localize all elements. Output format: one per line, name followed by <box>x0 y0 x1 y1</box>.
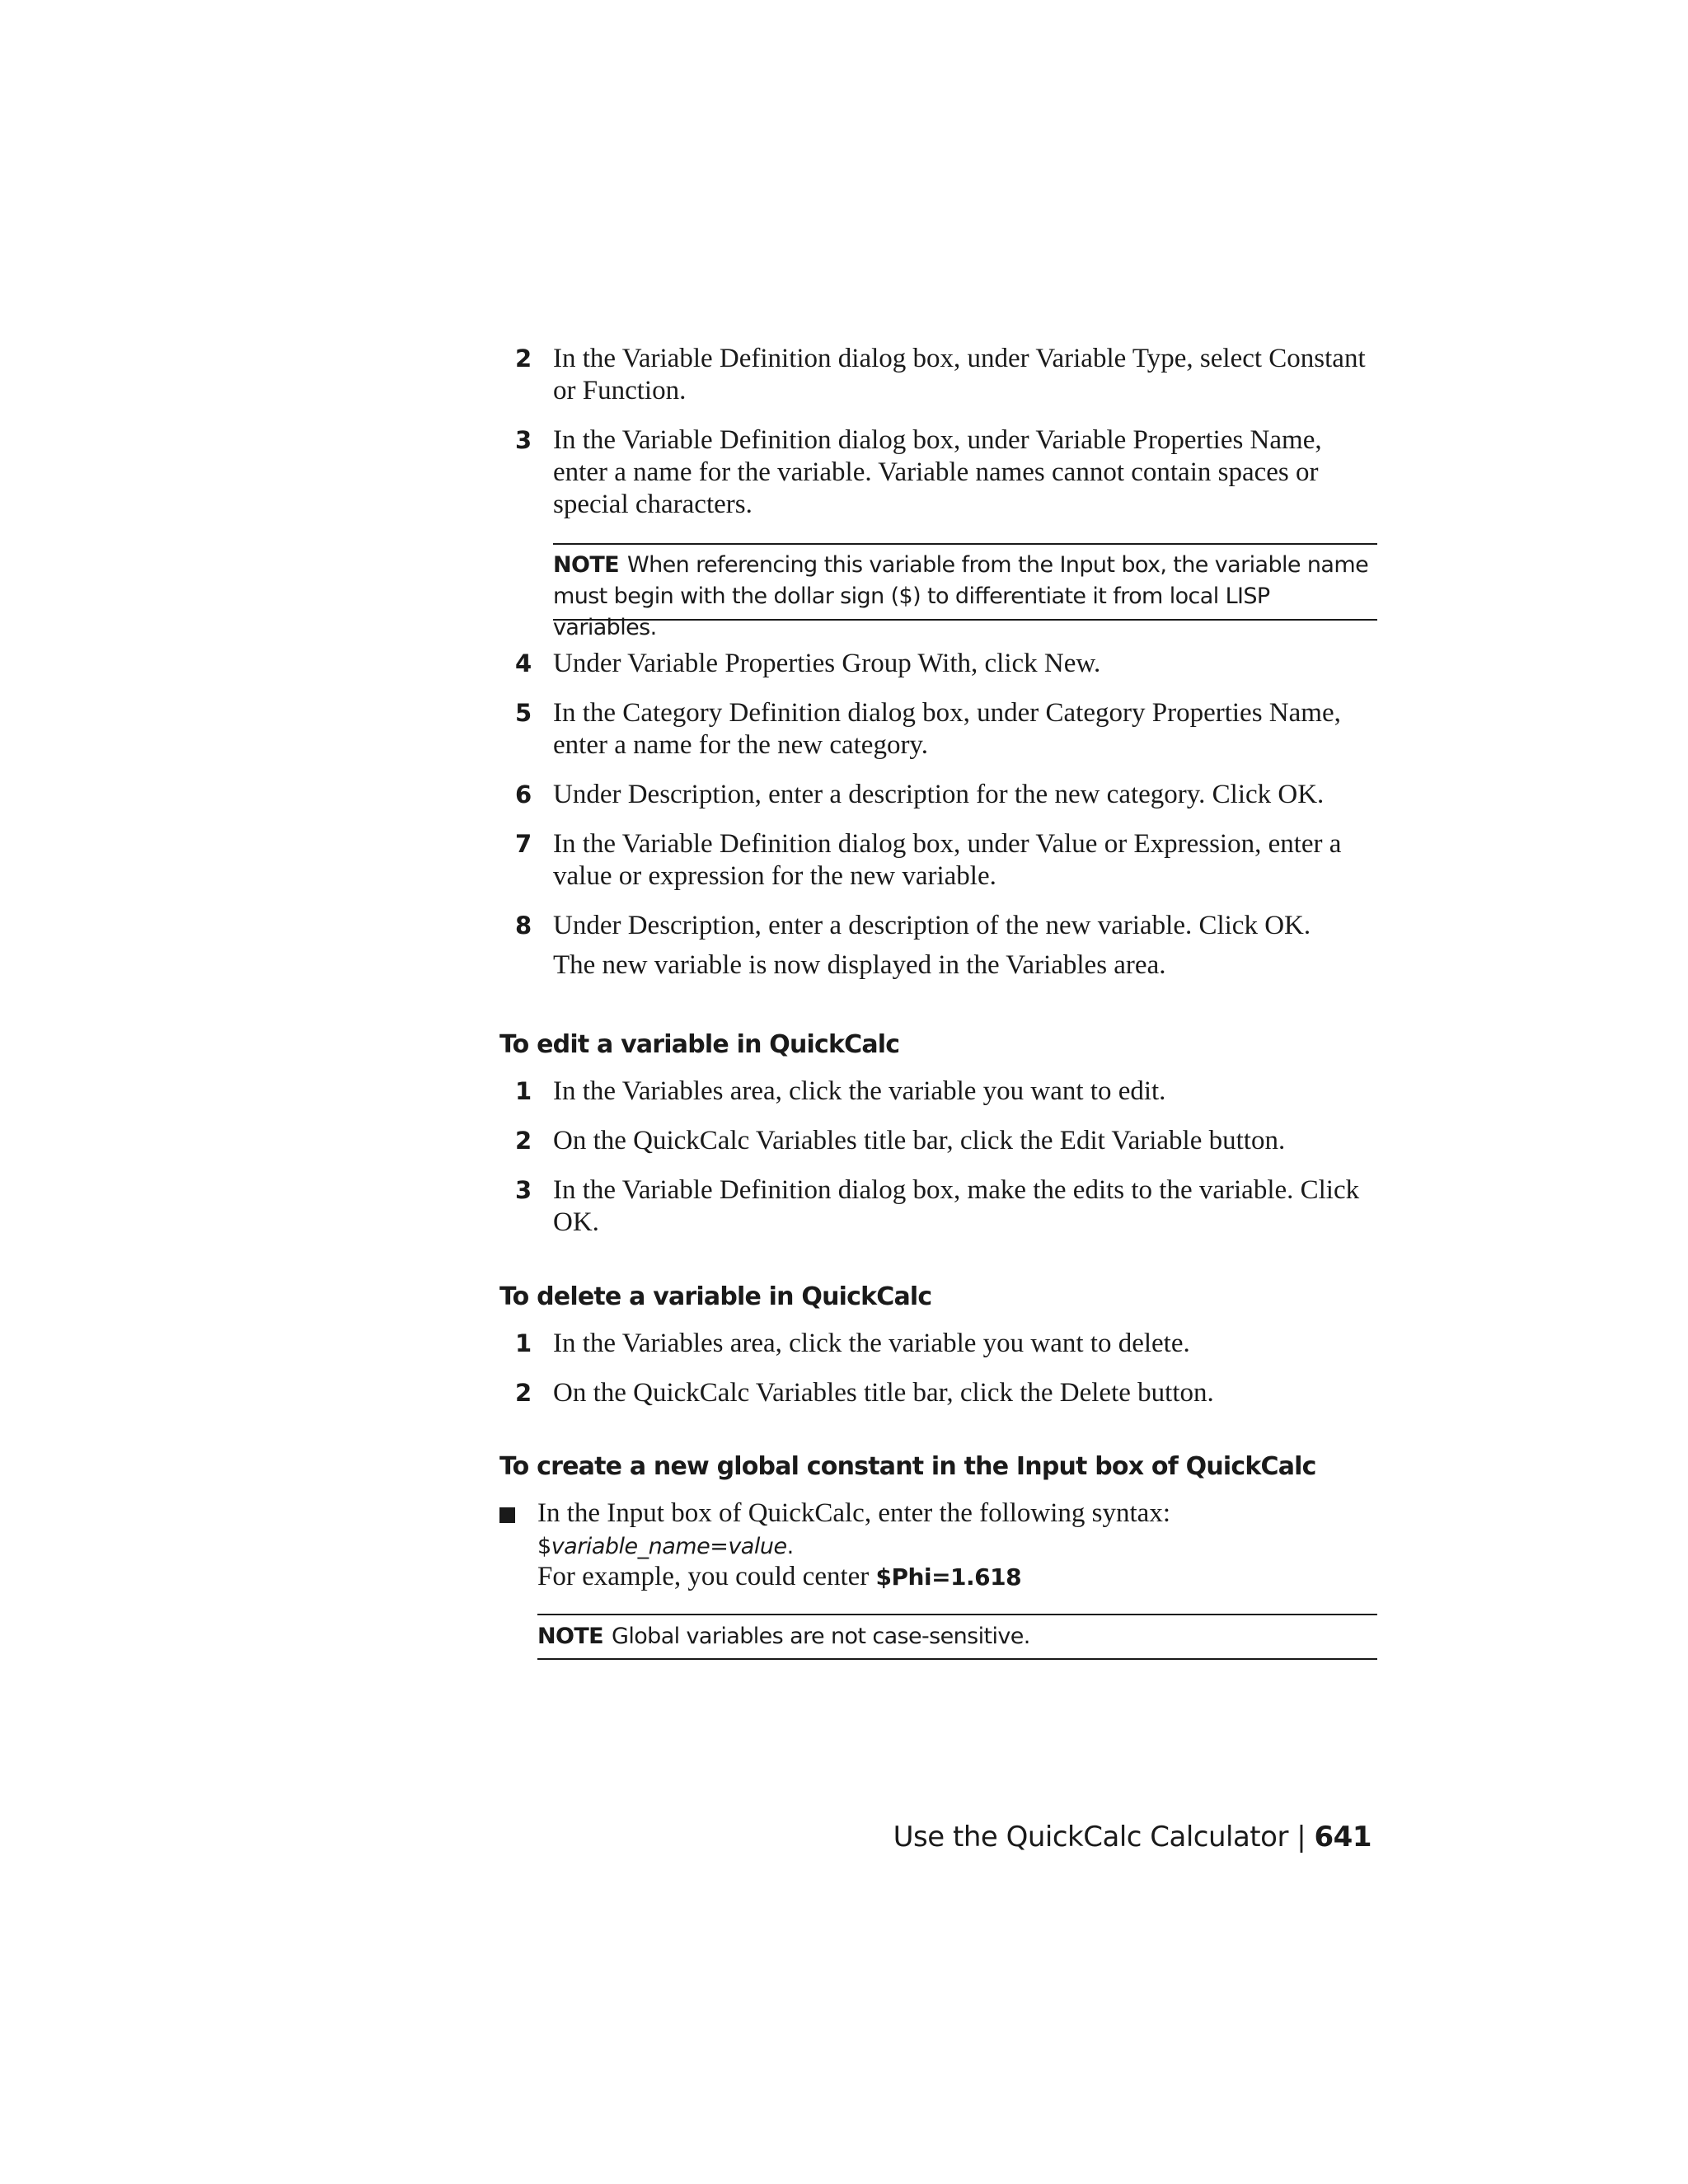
step-number: 2 <box>515 344 532 373</box>
step-number: 4 <box>515 649 532 677</box>
section-heading: To delete a variable in QuickCalc <box>499 1282 932 1311</box>
step-text: In the Category Definition dialog box, under Category Properties Name, enter a name for the new category. <box>553 698 1341 760</box>
note-label: NOTE <box>553 552 620 578</box>
result-text: The new variable is now displayed in the Variables area. <box>553 950 1166 980</box>
example-line <box>537 1561 1378 1593</box>
step-text: In the Variable Definition dialog box, under Value or Expression, enter a value or expression for the new variable. <box>553 829 1342 891</box>
syntax-line <box>537 1530 1378 1561</box>
example-text: For example, you could center <box>537 1562 876 1591</box>
step-text: In the Variable Definition dialog box, under Variable Properties Name, enter a name for the variable. Variable names cannot contain spaces or special characters. <box>553 425 1322 519</box>
note-text: When referencing this variable from the Input box, the variable name must begin with the dollar sign ($) to differentiate it from local LISP variables. <box>553 552 1369 640</box>
note-box <box>553 543 1377 640</box>
step-number: 1 <box>515 1329 532 1357</box>
step-text: In the Variable Definition dialog box, make the edits to the variable. Click OK. <box>553 1175 1360 1237</box>
step-text: Under Variable Properties Group With, click New. <box>553 649 1101 678</box>
step-number: 1 <box>515 1077 532 1105</box>
section-heading: To edit a variable in QuickCalc <box>499 1030 900 1059</box>
page-number: 641 <box>1314 1821 1372 1854</box>
step-number: 3 <box>515 426 532 454</box>
syntax-value: value <box>728 1534 787 1559</box>
syntax-dollar: $ <box>537 1534 551 1559</box>
syntax-variable: variable_name <box>551 1534 710 1559</box>
syntax-period: . <box>786 1534 794 1559</box>
page-footer <box>893 1819 1372 1855</box>
step-number: 8 <box>515 912 532 940</box>
bullet-square-icon <box>499 1507 515 1523</box>
section-heading: To create a new global constant in the Input box of QuickCalc <box>499 1452 1316 1481</box>
step-text: In the Variables area, click the variable you want to edit. <box>553 1076 1166 1106</box>
step-number: 6 <box>515 780 532 808</box>
footer-separator: | <box>1296 1821 1306 1854</box>
step-text: On the QuickCalc Variables title bar, click the Edit Variable button. <box>553 1126 1286 1155</box>
footer-title: Use the QuickCalc Calculator <box>893 1821 1288 1854</box>
step-text: Under Description, enter a description for the new category. Click OK. <box>553 780 1325 809</box>
step-text: In the Variables area, click the variable you want to delete. <box>553 1329 1190 1358</box>
example-code: $Phi=1.618 <box>875 1563 1022 1591</box>
step-number: 5 <box>515 699 532 727</box>
step-number: 7 <box>515 830 532 858</box>
step-text: Under Description, enter a description of the new variable. Click OK. <box>553 911 1311 940</box>
step-text: In the Variable Definition dialog box, under Variable Type, select Constant or Function. <box>553 344 1366 405</box>
bullet-item <box>537 1497 1378 1593</box>
step-number: 2 <box>515 1127 532 1155</box>
syntax-equals: = <box>710 1534 729 1559</box>
note-box <box>537 1614 1377 1660</box>
note-label: NOTE <box>537 1624 604 1649</box>
step-text: On the QuickCalc Variables title bar, click the Delete button. <box>553 1378 1214 1408</box>
step-number: 3 <box>515 1176 532 1204</box>
note-text: Global variables are not case-sensitive. <box>612 1624 1030 1649</box>
step-number: 2 <box>515 1379 532 1407</box>
bullet-text: In the Input box of QuickCalc, enter the following syntax: <box>537 1498 1170 1528</box>
